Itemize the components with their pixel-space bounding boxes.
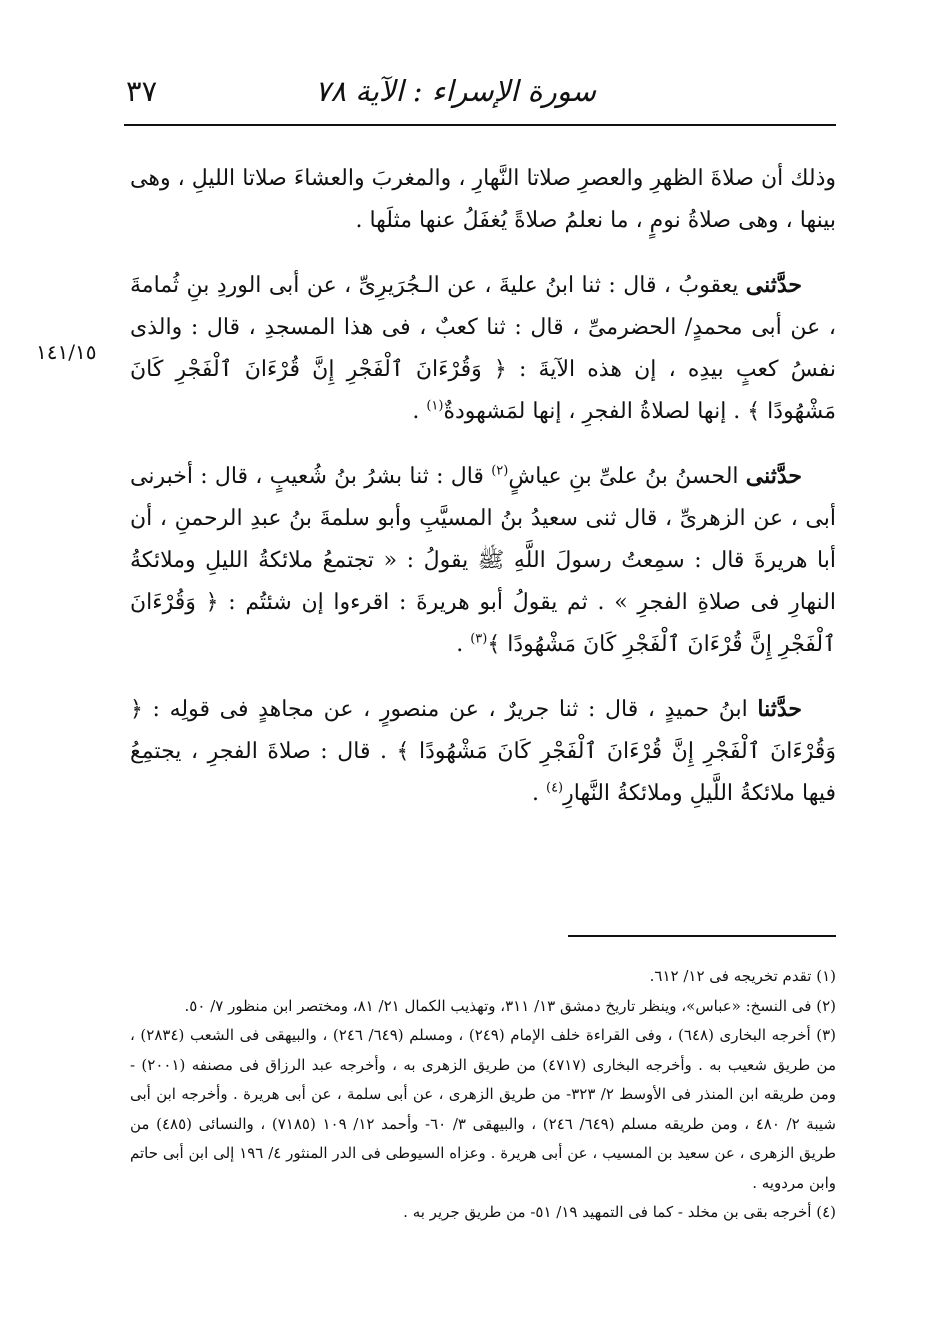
paragraph-3-text: الحسنُ بنُ علىِّ بنِ عياشٍ	[508, 464, 746, 489]
footnote-rule	[568, 935, 836, 937]
page-number: ٣٧	[126, 74, 158, 108]
paragraph-3-text-cont: قال : ثنا بشرُ بنُ شُعيبٍ ، قال : أخبرنى أبى ، عن الزهرىِّ ، قال ثنى سعيدُ بنُ المسيَّبِ وأبو سلمةَ بنُ عبدِ الرحمنِ ، أن أبا هريرةَ قال : سمِعتُ رسولَ اللَّهِ ﷺ يقولُ : « تجتمعُ ملائكةُ الليلِ وملائكةُ النهارِ فى صلاةِ الفجرِ » . ثم يقولُ أبو هريرةَ : اقرءوا إن شئتُم : ﴿ وَقُرْءَانَ ٱلْفَجْرِ إِنَّ قُرْءَانَ ٱلْفَجْرِ كَانَ مَشْهُودًا ﴾	[130, 464, 836, 657]
paragraph-3-end: .	[456, 632, 471, 657]
paragraph-4	[130, 688, 836, 815]
paragraph-2-end: .	[412, 399, 427, 424]
footnote-ref-3: (٣)	[470, 631, 488, 647]
running-head	[124, 70, 836, 120]
paragraph-3	[130, 455, 836, 666]
paragraph-4-lead: حدَّثنا	[757, 696, 802, 722]
running-title: سورة الإسراء : الآية ٧٨	[314, 74, 596, 108]
paragraph-3-lead: حدَّثنى	[745, 463, 802, 489]
paragraph-1-text: وذلك أن صلاةَ الظهرِ والعصرِ صلاتا النَّهارِ ، والمغربَ والعشاءَ صلاتا الليلِ ، وهى بينها ، وهى صلاةُ نومٍ ، ما نعلمُ صلاةً يُغفَلُ عنها مثلَها .	[130, 166, 836, 233]
footnote-ref-4: (٤)	[545, 780, 564, 796]
paragraph-2-lead: حدَّثنى	[745, 272, 802, 298]
paragraph-4-text: ابنُ حميدٍ ، قال : ثنا جريرٌ ، عن منصورٍ ، عن مجاهدٍ فى قولِه : ﴿ وَقُرْءَانَ ٱلْفَجْرِ إِنَّ قُرْءَانَ ٱلْفَجْرِ كَانَ مَشْهُودًا ﴾ . قال : صلاةَ الفجرِ ، يجتمِعُ فيها ملائكةُ اللَّيلِ وملائكةُ النَّهارِ	[130, 697, 836, 806]
footnote-2: (٢) فى النسخ: «عباس»، وينظر تاريخ دمشق ١٣/ ٣١١، وتهذيب الكمال ٢١/ ٨١، ومختصر ابن منظور ٧/ ٥٠.	[184, 996, 836, 1015]
paragraph-1	[130, 158, 836, 242]
footnotes	[130, 962, 836, 1228]
footnote-1: (١) تقدم تخريجه فى ١٢/ ٦١٢.	[649, 967, 836, 985]
footnote-4: (٤) أخرجه بقى بن مخلد - كما فى التمهيد ١٩/ ٥١- من طريق جرير به .	[403, 1203, 836, 1221]
main-text	[130, 158, 836, 837]
margin-reference: ١٤١/١٥	[36, 340, 97, 364]
footnote-ref-2: (٢)	[491, 463, 509, 479]
paragraph-4-end: .	[531, 781, 546, 806]
header-rule	[124, 124, 836, 126]
paragraph-2-text: يعقوبُ ، قال : ثنا ابنُ عليةَ ، عن الـجُرَيرِىِّ ، عن أبى الوردِ بنِ ثُمامةَ ، عن أبى محمدٍ/ الحضرمىِّ ، قال : ثنا كعبٌ ، فى هذا المسجدِ ، قال : والذى نفسُ كعبٍ بيدِه ، إن هذه الآيةَ : ﴿ وَقُرْءَانَ ٱلْفَجْرِ إِنَّ قُرْءَانَ ٱلْفَجْرِ كَانَ مَشْهُودًا ﴾ . إنها لصلاةُ الفجرِ ، إنها لمَشهودةٌ	[130, 273, 836, 424]
paragraph-2	[130, 264, 836, 433]
footnote-ref-1: (١)	[426, 398, 444, 414]
footnote-3: (٣) أخرجه البخارى (٦٤٨) ، وفى القراءة خلف الإمام (٢٤٩) ، ومسلم (٦٤٩/ ٢٤٦) ، والبيهقى فى الشعب (٢٨٣٤) ، من طريق شعيب به . وأخرجه البخارى (٤٧١٧) من طريق الزهرى به ، وأخرجه عبد الرزاق فى مصنفه (٢٠٠١) - ومن طريقه ابن المنذر فى الأوسط ٢/ ٣٢٣- من طريق الزهرى ، عن أبى سلمة ، عن أبى هريرة . وأخرجه ابن أبى شيبة ٢/ ٤٨٠ ، ومن طريقه مسلم (٦٤٩/ ٢٤٦) ، والبيهقى ٣/ ٦٠- وأحمد ١٢/ ١٠٩ (٧١٨٥) ، والنسائى (٤٨٥) من طريق الزهرى ، عن سعيد بن المسيب ، عن أبى هريرة . وعزاه السيوطى فى الدر المنثور ٤/ ١٩٦ إلى ابن أبى حاتم وابن مردويه .	[130, 1026, 836, 1192]
